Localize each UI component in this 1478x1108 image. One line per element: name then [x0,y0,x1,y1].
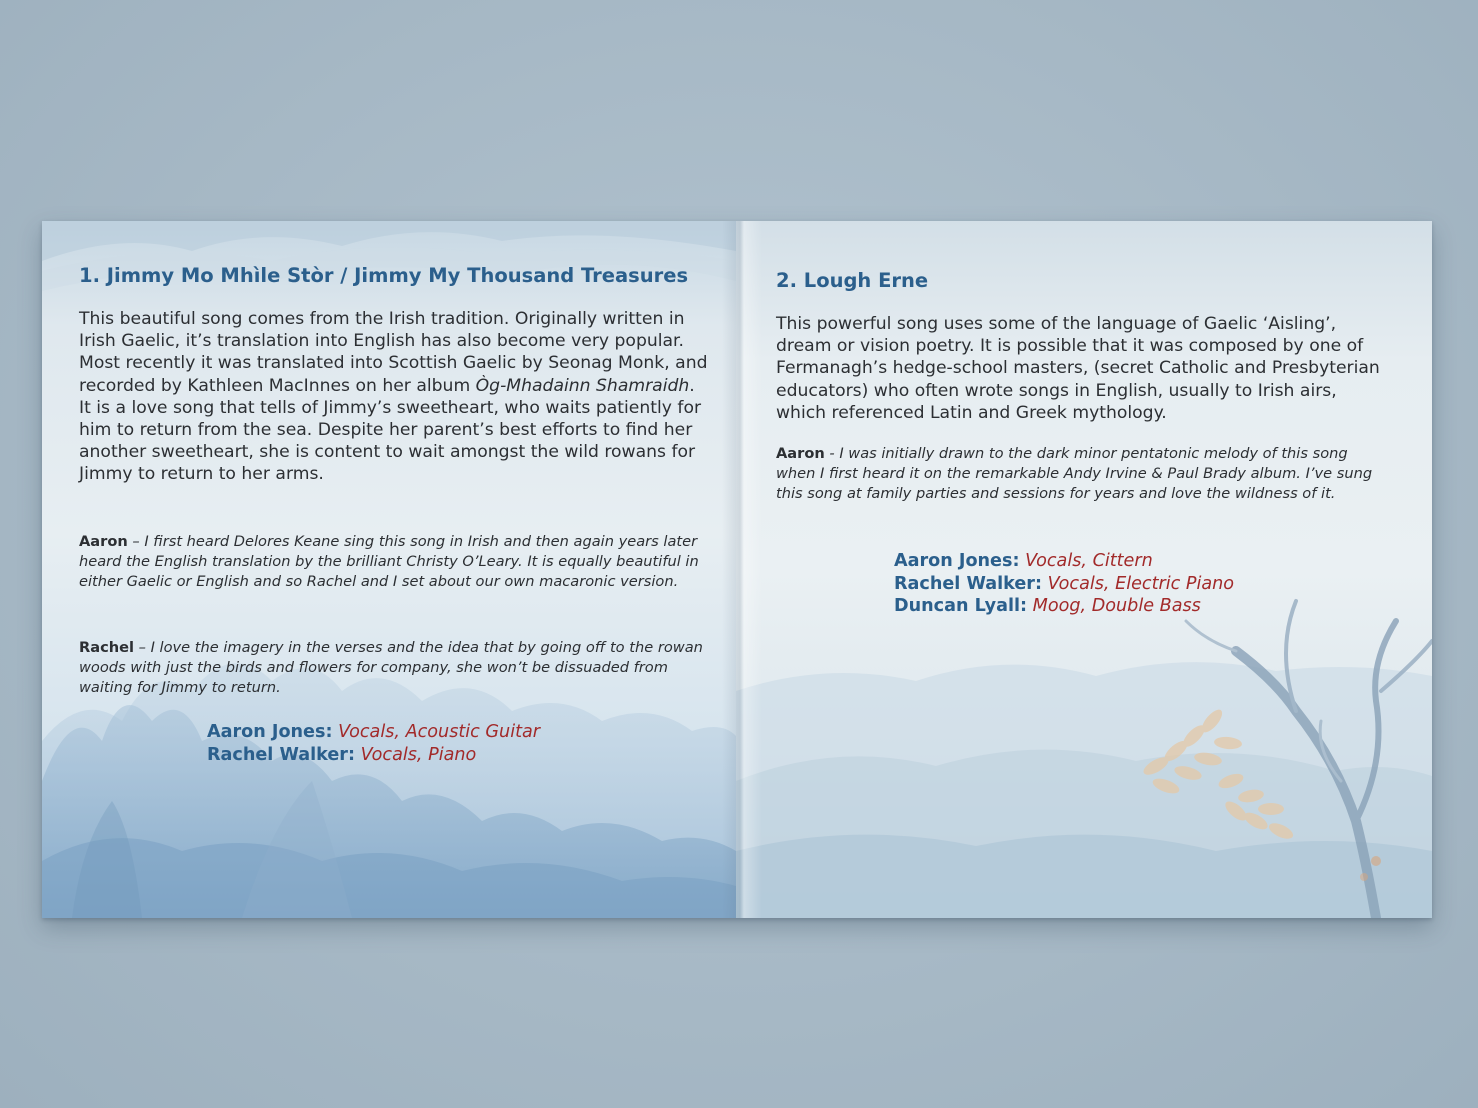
credit-role: Vocals, Acoustic Guitar [338,722,540,742]
song-1-note-rachel [79,638,711,698]
song-2-credits [894,550,1234,618]
credit-name: Duncan Lyall: [894,596,1028,616]
credit-role: Moog, Double Bass [1032,596,1201,616]
berry-dots [1371,856,1381,866]
song-2-heading: 2. Lough Erne [776,269,929,292]
note-text: I first heard Delores Keane sing this song in Irish and then again years later heard the English translation by the brilliant Christy O’Leary. It is equally beautiful in either Gaelic or English and so Rachel and I set about our own macaronic version. [79,533,699,590]
song-2-description: This powerful song uses some of the language of Gaelic ‘Aisling’, dream or vision poetry. It is possible that it was composed by one of Fermanagh’s hedge-school masters, (secret Catholic and Presbyterian educators) who often wrote songs in English, usually to Irish airs, which referenced Latin and Greek mythology. [776,314,1380,423]
song-1-credits [207,721,540,766]
song-1-heading: 1. Jimmy Mo Mhìle Stòr / Jimmy My Thousand Treasures [79,264,689,287]
credit-name: Aaron Jones: [207,722,333,742]
song-1-description-part-1: This beautiful song comes from the Irish tradition. Originally written in Irish Gaelic, it’s translation into English has also become very popular. Most recently it was translated into Scottish Gaelic by Seonag Monk, and recorded by Kathleen MacInnes on her album [79,309,708,396]
song-2-note-aaron [776,444,1391,504]
song-1-description-part-2: . It is a love song that tells of Jimmy’s sweetheart, who waits patiently for him to return from the sea. Despite her parent’s best efforts to find her another sweetheart, she is content to wait amongst the wild rowans for Jimmy to return to her arms. [79,375,702,485]
credit-name: Rachel Walker: [207,744,356,765]
song-1-note-aaron [79,532,711,592]
note-text: I was initially drawn to the dark minor pentatonic melody of this song when I first heard it on the remarkable Andy Irvine & Paul Brady album. I’ve sung this song at family parties and sessions for years and love the wildness of it. [776,445,1373,502]
note-speaker: Rachel [79,639,135,656]
note-text: I love the imagery in the verses and the idea that by going off to the rowan woods with just the birds and flowers for company, she won’t be dissuaded from waiting for Jimmy to return. [79,639,703,696]
credit-line [207,744,540,767]
credit-name: Aaron Jones: [894,551,1020,571]
note-separator: - [824,445,840,462]
credit-role: Vocals, Piano [360,744,477,765]
credit-line [894,595,1234,618]
album-title: Òg-Mhadainn Shamraidh [475,375,690,396]
credit-name: Rachel Walker: [894,573,1043,594]
note-speaker: Aaron [79,533,128,550]
note-separator: – [134,639,151,656]
left-page [42,221,736,918]
credit-line [207,721,540,744]
note-speaker: Aaron [776,445,825,462]
credit-line [894,550,1234,573]
credit-role: Vocals, Electric Piano [1047,573,1235,594]
right-page [736,221,1432,918]
credit-line [894,573,1234,596]
cd-booklet-spread [42,221,1432,918]
credit-role: Vocals, Cittern [1025,551,1153,571]
song-1-description [79,308,711,486]
note-separator: – [127,533,145,550]
